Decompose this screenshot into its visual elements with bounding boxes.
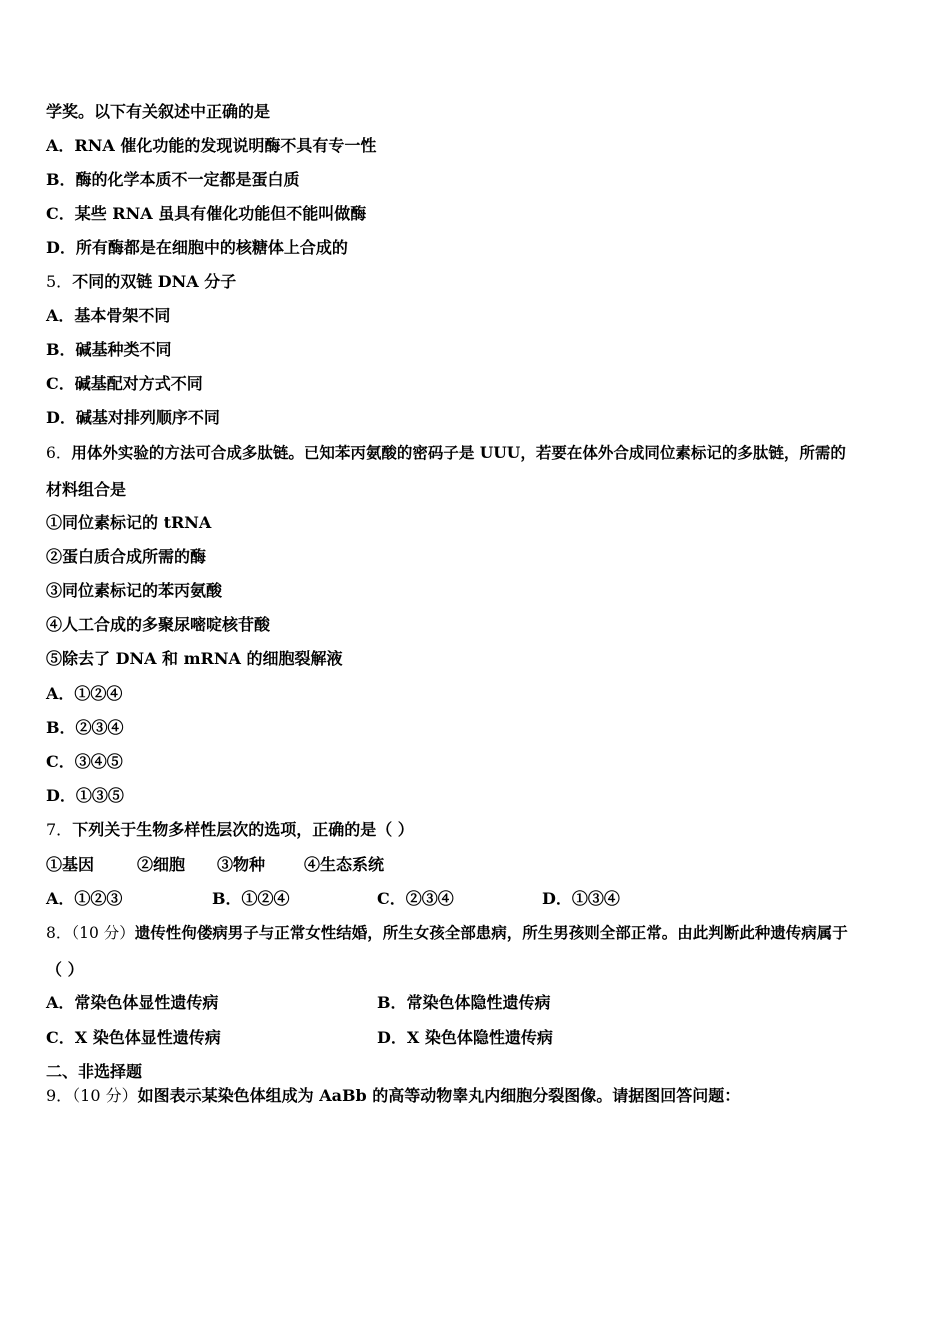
q7-option-a: A．①②③	[46, 889, 123, 908]
q5-option-b: B．碱基种类不同	[46, 340, 172, 359]
q6-item-1: ①同位素标记的 tRNA	[46, 513, 212, 532]
q4-option-d: D．所有酶都是在细胞中的核糖体上合成的	[46, 238, 348, 257]
q4-option-b: B．酶的化学本质不一定都是蛋白质	[46, 170, 300, 189]
q7-stem-text: 下列关于生物多样性层次的选项，正确的是（ ）	[72, 820, 414, 839]
q6-option-d: D．①③⑤	[46, 786, 124, 805]
q8-option-a: A．常染色体显性遗传病	[46, 993, 219, 1012]
q7-stem	[46, 820, 414, 840]
q6-stem-line1	[46, 443, 846, 463]
q7-option-b: B．①②④	[212, 889, 290, 908]
q8-stem-line2: （ ）	[46, 960, 84, 979]
q6-stem-line2: 材料组合是	[46, 480, 127, 499]
q6-item-5: ⑤除去了 DNA 和 mRNA 的细胞裂解液	[46, 649, 343, 668]
q9-stem-text: 如图表示某染色体组成为 AaBb 的高等动物睾丸内细胞分裂图像。请据图回答问题：	[137, 1086, 741, 1105]
q7-number: 7．	[46, 820, 73, 839]
q8-stem-line1	[46, 923, 848, 943]
q5-option-a: A．基本骨架不同	[46, 306, 171, 325]
q7-item-2: ②细胞	[137, 855, 186, 874]
section-heading: 二、非选择题	[46, 1062, 143, 1081]
q6-number: 6．	[46, 444, 72, 462]
q6-item-3: ③同位素标记的苯丙氨酸	[46, 581, 223, 600]
q6-item-4: ④人工合成的多聚尿嘧啶核苷酸	[46, 615, 271, 634]
q9-number: 9．（10 分）	[46, 1086, 138, 1105]
q6-stem-text: 用体外实验的方法可合成多肽链。已知苯丙氨酸的密码子是 UUU，若要在体外合成同位素标记的多肽链，所需的	[71, 443, 846, 462]
q6-option-a: A．①②④	[46, 684, 123, 703]
q6-item-2: ②蛋白质合成所需的酶	[46, 547, 207, 566]
q7-item-1: ①基因	[46, 855, 95, 874]
q8-stem-text: 遗传性佝偻病男子与正常女性结婚，所生女孩全部患病，所生男孩则全部正常。由此判断此种遗传病属于	[134, 923, 848, 942]
q7-item-3: ③物种	[217, 855, 266, 874]
q5-number: 5．	[46, 272, 73, 291]
q5-stem-text: 不同的双链 DNA 分子	[72, 272, 237, 291]
q7-item-4: ④生态系统	[304, 855, 385, 874]
q4-option-a: A．RNA 催化功能的发现说明酶不具有专一性	[46, 136, 377, 155]
q8-option-b: B．常染色体隐性遗传病	[377, 993, 551, 1012]
q6-option-b: B．②③④	[46, 718, 124, 737]
q5-option-d: D．碱基对排列顺序不同	[46, 408, 220, 427]
q9-stem	[46, 1086, 740, 1106]
q7-option-d: D．①③④	[542, 889, 620, 908]
q8-number: 8．（10 分）	[46, 924, 135, 942]
q4-tail: 学奖。以下有关叙述中正确的是	[46, 102, 271, 121]
q8-option-d: D．X 染色体隐性遗传病	[377, 1028, 553, 1047]
q6-option-c: C．③④⑤	[46, 752, 123, 771]
q7-option-c: C．②③④	[377, 889, 454, 908]
q5-stem	[46, 272, 236, 292]
q4-option-c: C．某些 RNA 虽具有催化功能但不能叫做酶	[46, 204, 367, 223]
q5-option-c: C．碱基配对方式不同	[46, 374, 203, 393]
q8-option-c: C．X 染色体显性遗传病	[46, 1028, 221, 1047]
